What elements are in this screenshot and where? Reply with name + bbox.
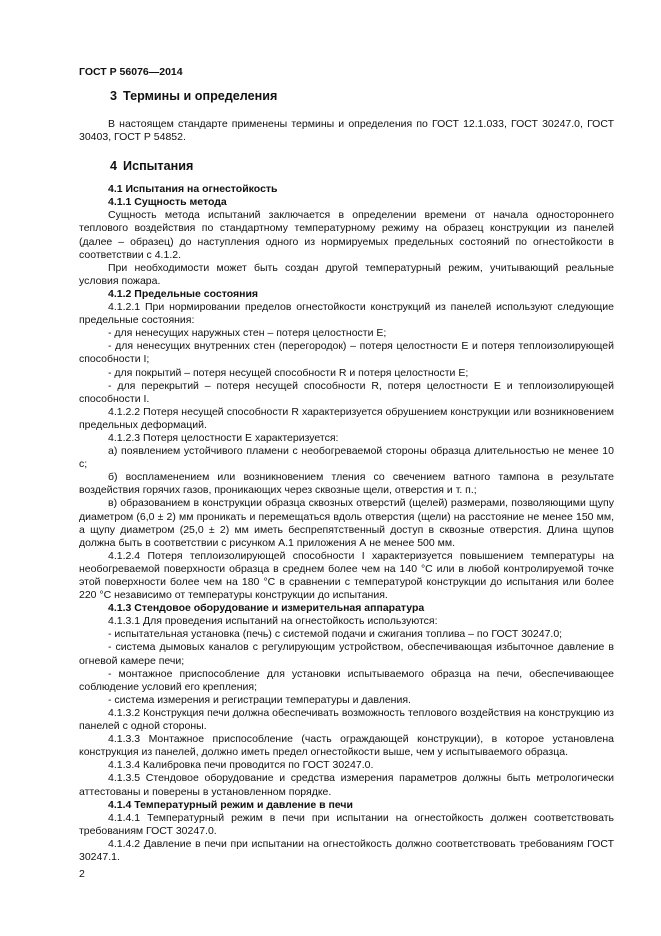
paragraph: 4.1.4.2 Давление в печи при испытании на огнестойкость должно соответствовать требованиям ГОСТ 30247.1. [79,837,614,863]
paragraph: 4.1.2.2 Потеря несущей способности R характеризуется обрушением конструкции или возникновением предельных деформаций. [79,405,614,431]
section-title: Термины и определения [123,89,278,103]
page-number: 2 [79,868,85,880]
list-item: - система измерения и регистрации температуры и давления. [108,693,411,706]
paragraph: 4.1.3.2 Конструкция печи должна обеспечивать возможность теплового воздействия на конструкцию из панелей с одной стороны. [79,706,614,733]
subsection-heading: 4.1.3 Стендовое оборудование и измерительная аппаратура [108,602,425,615]
document-body [79,88,614,864]
section-4-heading [110,158,614,174]
list-item: - испытательная установка (печь) с системой подачи и сжигания топлива – по ГОСТ 30247.0; [108,628,563,641]
section-number: 3 [110,89,118,103]
list-item: - для ненесущих наружных стен – потеря целостности E; [108,327,387,340]
paragraph: 4.1.2.3 Потеря целостности E характеризуется: [108,431,339,444]
paragraph: 4.1.3.4 Калибровка печи проводится по ГОСТ 30247.0. [108,759,374,772]
paragraph: В настоящем стандарте применены термины и определения по ГОСТ 12.1.033, ГОСТ 30247.0, ГОСТ 30403, ГОСТ Р 54852. [79,118,614,144]
section-number: 4 [110,159,118,174]
list-item: - для перекрытий – потеря несущей способности R, потеря целостности E и теплоизолирующей способности I. [79,379,614,405]
list-item: в) образованием в конструкции образца сквозных отверстий (щелей) размерами, позволяющими щупу диаметром (6,0 ± 2) мм проникать и перемещаться вдоль отверстия (щели) на расстояние не менее 150 мм, а щупу диаметром (25,0 ± 2) мм иметь беспрепятственный доступ в сквозные отверстия. Длина щупов должна быть в соответствии с рисунком А.1 приложения А не менее 500 мм. [79,497,614,549]
subsection-heading: 4.1 Испытания на огнестойкость [108,183,278,196]
paragraph: При необходимости может быть создан другой температурный режим, учитывающий реальные условия пожара. [79,261,614,287]
paragraph: 4.1.3.3 Монтажное приспособление (часть ограждающей конструкции), в которое установлена конструкция из панелей, должно иметь предел огнестойкости выше, чем у испытываемого образца. [79,733,614,759]
list-item: - система дымовых каналов с регулирующим устройством, обеспечивающая избыточное давление в огневой камере печи; [79,641,614,667]
list-item: - для ненесущих внутренних стен (перегородок) – потеря целостности E и потеря теплоизолирующей способности I; [79,340,614,366]
paragraph: 4.1.4.1 Температурный режим в печи при испытании на огнестойкость должен соответствовать требованиям ГОСТ 30247.0. [79,811,614,837]
document-header: ГОСТ Р 56076—2014 [79,66,183,78]
subsection-heading: 4.1.4 Температурный режим и давление в печи [108,798,353,811]
list-item: а) появлением устойчивого пламени с необогреваемой стороны образца длительностью не менее 10 с; [79,445,614,471]
section-title: Испытания [123,159,194,174]
subsection-heading: 4.1.2 Предельные состояния [108,287,259,300]
paragraph: 4.1.2.4 Потеря теплоизолирующей способности I характеризуется повышением температуры на необогреваемой поверхности образца в среднем более чем на 140 °С или в любой контролируемой точке этой поверхности более чем на 180 °С в сравнении с температурой конструкции до испытания или более 220 °С независимо от температуры конструкции до испытания. [79,549,614,602]
list-item: - для покрытий – потеря несущей способности R и потеря целостности E; [108,366,469,379]
paragraph: 4.1.3.5 Стендовое оборудование и средства измерения параметров должны быть метрологически аттестованы и поверены в установленном порядке. [79,772,614,798]
subsection-heading: 4.1.1 Сущность метода [108,196,227,209]
paragraph: 4.1.3.1 Для проведения испытаний на огнестойкость используются: [108,615,438,628]
paragraph: Сущность метода испытаний заключается в определении времени от начала одностороннего теплового воздействия по стандартному температурному режиму на образец конструкции из панелей (далее – образец) до наступления одного из нормируемых предельных состояний по огнестойкости в соответствии с 4.1.2. [79,209,614,261]
list-item: б) воспламенением или возникновением тления со свечением ватного тампона в результате воздействия горячих газов, проникающих через сквозные щели, отверстия и т. п.; [79,471,614,497]
section-3-heading [110,88,614,104]
paragraph: 4.1.2.1 При нормировании пределов огнестойкости конструкций из панелей используют следующие предельные состояния: [79,301,614,327]
list-item: - монтажное приспособление для установки испытываемого образца на печи, обеспечивающее соблюдение условий его крепления; [79,667,614,693]
